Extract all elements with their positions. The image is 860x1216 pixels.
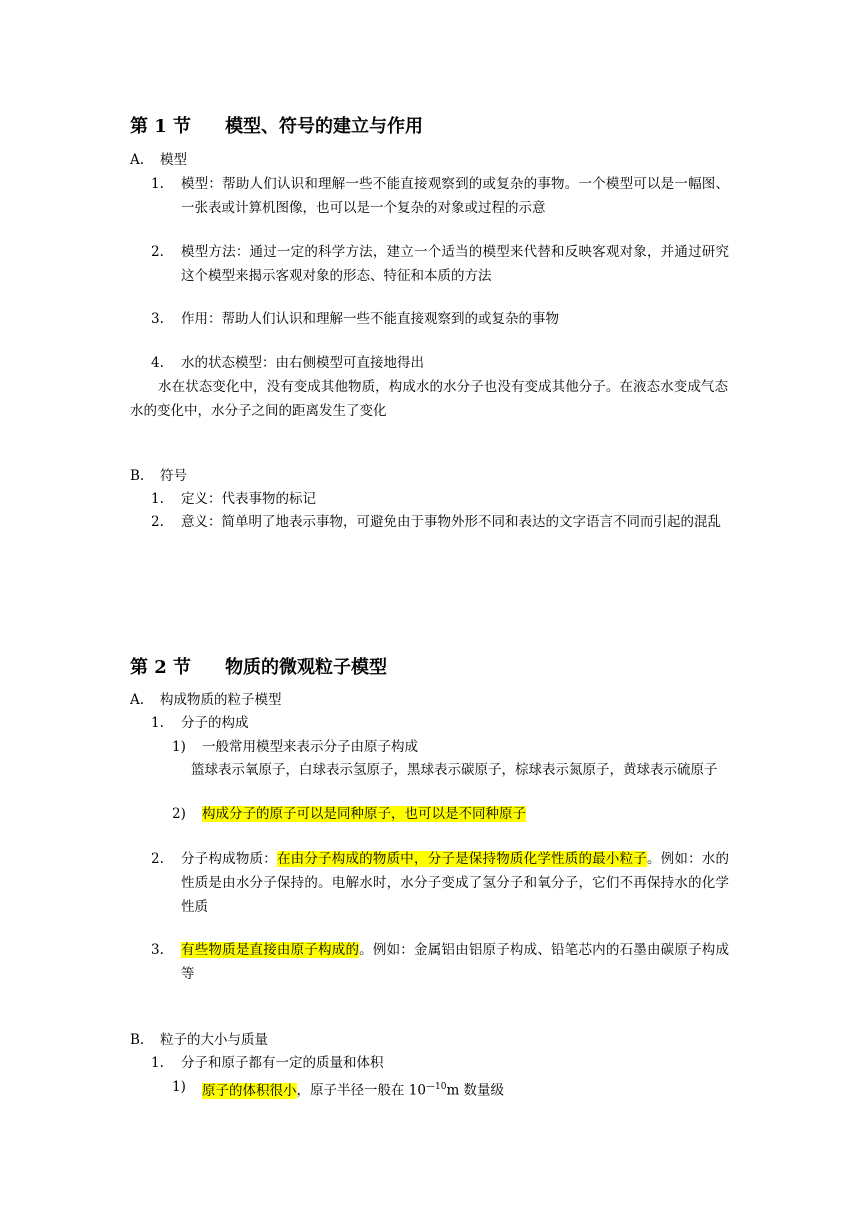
s2-a-sub-2-text (202, 806, 526, 822)
s1-b-item-1-text: 定义：代表事物的标记 (181, 491, 316, 507)
s1-b-item-2-number: 2. (151, 514, 164, 530)
s1-a-heading: 模型 (160, 152, 187, 168)
s2-a-sub-1-text: 一般常用模型来表示分子由原子构成 (202, 739, 418, 755)
s2-a-heading: 构成物质的粒子模型 (160, 692, 282, 708)
s2-b-sub-1-text (202, 1079, 504, 1099)
s2-b-item-1-text: 分子和原子都有一定的质量和体积 (181, 1055, 384, 1071)
s2-a-item-2-number: 2. (151, 851, 164, 867)
section-1-title (130, 116, 423, 138)
s1-a-item-1-number: 1. (151, 176, 164, 192)
s1-b-heading: 符号 (160, 468, 187, 484)
s1-b-label: B. (130, 468, 145, 484)
s2-b-sub-1-post: ，原子半径一般在 10 (296, 1082, 426, 1099)
s2-a-item-1-text: 分子的构成 (181, 715, 249, 731)
s2-b-sub-1-unit: m 数量级 (446, 1082, 505, 1099)
highlight-smallest-particle: 在由分子构成的物质中，分子是保持物质化学性质的最小粒子 (276, 851, 647, 867)
s2-a-item-3-text (181, 938, 729, 986)
s1-b-item-2-text: 意义：简单明了地表示事物，可避免由于事物外形不同和表达的文字语言不同而引起的混乱 (181, 514, 721, 530)
s2-a-item-2-text (181, 847, 729, 919)
s1-b-item-1-number: 1. (151, 491, 164, 507)
s2-b-label: B. (130, 1032, 145, 1048)
s2-a-sub-1-number: 1) (172, 739, 186, 755)
section-1-number: 第 1 节 (130, 116, 192, 137)
s2-a-item-2-pre: 分子构成物质： (181, 851, 277, 867)
s1-a-item-4-number: 4. (151, 355, 164, 371)
highlight-atoms-same-or-different: 构成分子的原子可以是同种原子，也可以是不同种原子 (202, 806, 526, 822)
s1-a-label: A. (130, 152, 145, 168)
s2-b-sub-1-number: 1) (172, 1079, 186, 1095)
s1-a-item-3-number: 3. (151, 311, 164, 327)
s2-a-item-1-number: 1. (151, 715, 164, 731)
s1-a-item-1-text: 模型：帮助人们认识和理解一些不能直接观察到的或复杂的事物。一个模型可以是一幅图、一张表或计算机图像，也可以是一个复杂的对象或过程的示意 (181, 176, 729, 216)
highlight-atom-volume-small: 原子的体积很小 (202, 1082, 297, 1099)
section-2-title (130, 657, 387, 679)
s2-b-heading: 粒子的大小与质量 (160, 1032, 268, 1048)
s2-a-item-3-number: 3. (151, 942, 164, 958)
s2-a-label: A. (130, 692, 145, 708)
exponent-superscript: —10 (425, 1082, 447, 1092)
section-1-heading-text: 模型、符号的建立与作用 (225, 116, 424, 137)
highlight-atoms-direct: 有些物质是直接由原子构成的 (181, 942, 360, 958)
ball-color-paragraph: 篮球表示氧原子，白球表示氢原子，黑球表示碳原子，棕球表示氮原子，黄球表示硫原子 (191, 762, 718, 778)
s1-a-item-2-number: 2. (151, 244, 164, 260)
section-2-heading-text: 物质的微观粒子模型 (225, 657, 388, 678)
s1-a-item-2-text: 模型方法：通过一定的科学方法，建立一个适当的模型来代替和反映客观对象，并通过研究这个模型来揭示客观对象的形态、特征和本质的方法 (181, 244, 729, 284)
section-2-number: 第 2 节 (130, 657, 192, 678)
s1-a-item-3-text: 作用：帮助人们认识和理解一些不能直接观察到的或复杂的事物 (181, 311, 559, 327)
water-state-paragraph: 水在状态变化中，没有变成其他物质，构成水的水分子也没有变成其他分子。在液态水变成气态水的变化中，水分子之间的距离发生了变化 (130, 379, 728, 419)
s2-a-sub-2-number: 2) (172, 806, 186, 822)
s2-b-item-1-number: 1. (151, 1055, 164, 1071)
s1-a-item-4-text: 水的状态模型：由右侧模型可直接地得出 (181, 355, 424, 371)
s2-a-item-3-post: 。例如：金属铝由铝原子构成、铅笔芯内的石墨由碳原子构成等 (181, 942, 730, 982)
s2-a-item-2-post: 。例如：水的性质是由水分子保持的。电解水时，水分子变成了氢分子和氧分子，它们不再保持水的化学性质 (181, 851, 730, 915)
